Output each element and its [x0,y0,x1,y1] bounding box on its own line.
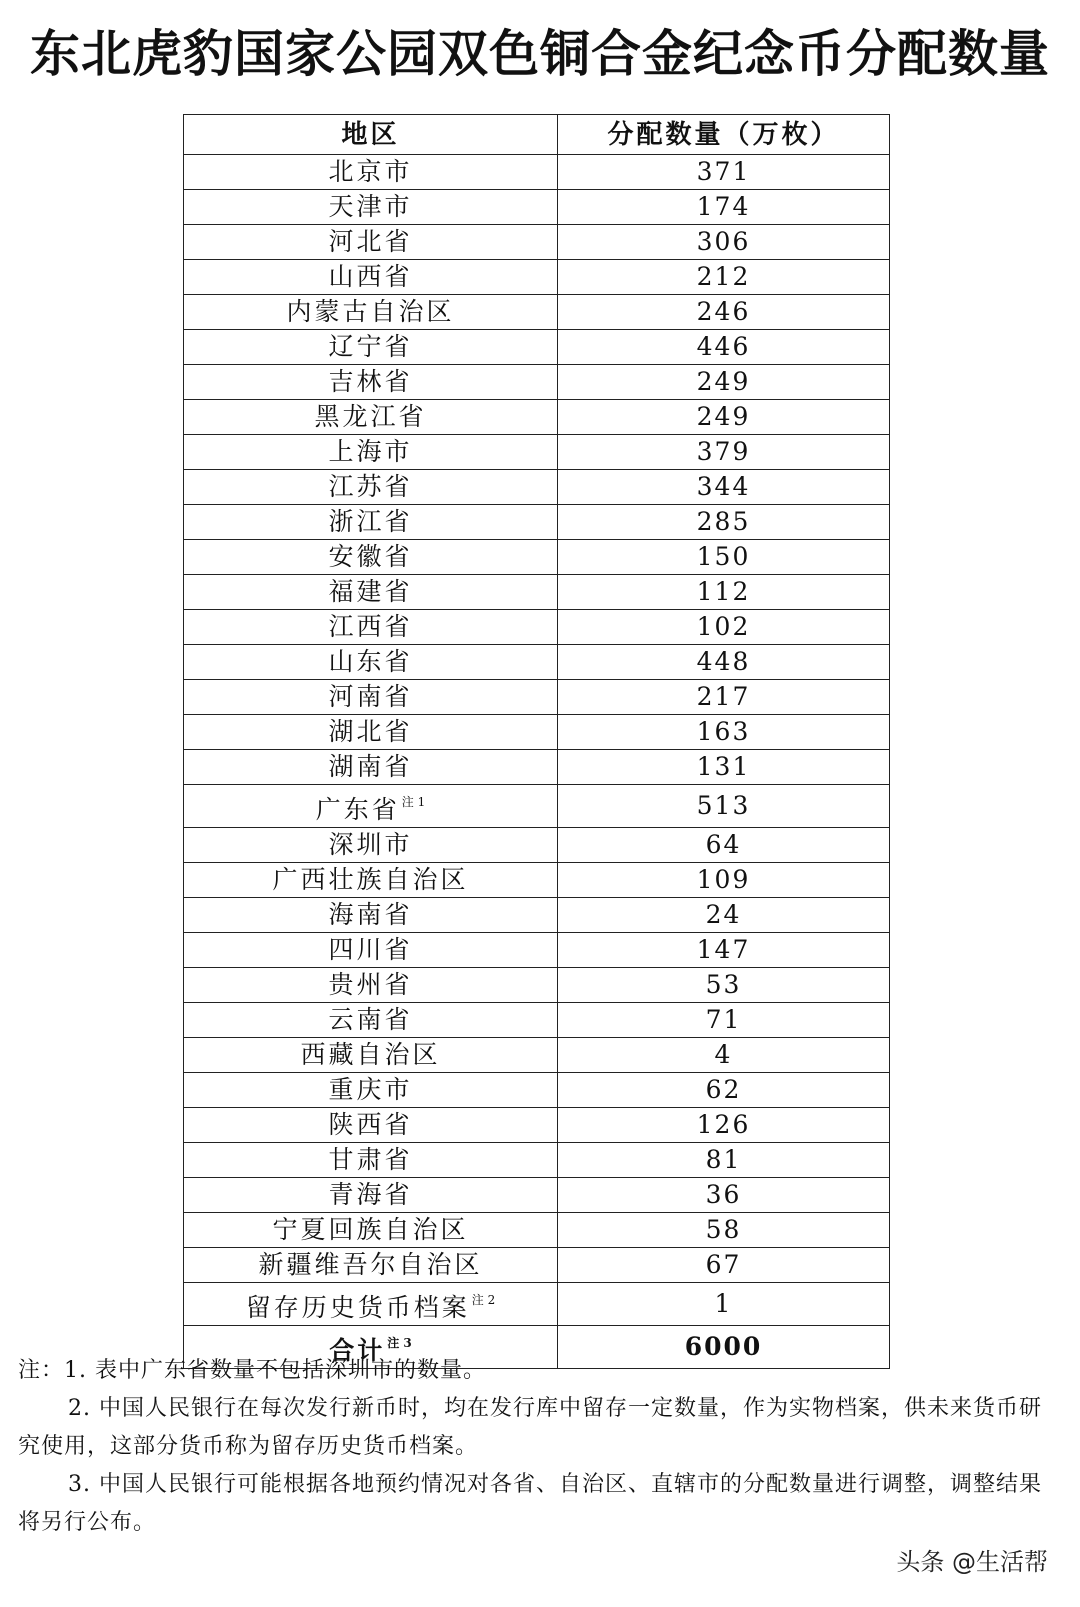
count-cell: 513 [558,785,890,828]
region-cell [184,968,558,1003]
count-cell: 112 [558,575,890,610]
table-row [184,295,890,330]
table-row [184,968,890,1003]
region-cell [184,645,558,680]
column-header-count: 分配数量（万枚） [558,115,890,155]
table-row [184,1038,890,1073]
table-row [184,1248,890,1283]
region-name: 四川省 [328,935,413,964]
table-row [184,680,890,715]
region-name: 河南省 [328,682,413,711]
region-cell [184,365,558,400]
region-name: 山西省 [328,262,413,291]
region-name: 贵州省 [328,970,413,999]
table-row [184,828,890,863]
count-cell: 371 [558,155,890,190]
region-cell [184,1283,558,1326]
region-name: 上海市 [328,437,413,466]
total-count-cell: 6000 [558,1326,890,1369]
count-cell: 4 [558,1038,890,1073]
region-name: 山东省 [328,647,413,676]
region-cell [184,190,558,225]
region-cell [184,898,558,933]
table-row [184,1073,890,1108]
region-cell [184,1003,558,1038]
table-header-row [184,115,890,155]
region-cell [184,1108,558,1143]
allocation-table [183,114,890,1369]
table-row [184,190,890,225]
table-row [184,863,890,898]
region-cell [184,330,558,365]
region-name: 湖北省 [328,717,413,746]
region-cell [184,1073,558,1108]
table-row [184,260,890,295]
region-name: 广东省 [315,795,400,824]
table-row [184,1213,890,1248]
region-cell [184,863,558,898]
count-cell: 150 [558,540,890,575]
count-cell: 306 [558,225,890,260]
region-name: 河北省 [328,227,413,256]
count-cell: 344 [558,470,890,505]
count-cell: 249 [558,365,890,400]
region-name: 留存历史货币档案 [245,1293,470,1322]
region-name: 云南省 [328,1005,413,1034]
region-cell [184,610,558,645]
table-row [184,540,890,575]
region-name: 宁夏回族自治区 [272,1215,469,1244]
region-name: 新疆维吾尔自治区 [258,1250,483,1279]
table-row [184,933,890,968]
region-cell [184,1248,558,1283]
table-row [184,575,890,610]
region-name: 合计 [329,1336,386,1365]
count-cell: 1 [558,1283,890,1326]
region-name: 天津市 [328,192,413,221]
footnote-marker: 注 3 [387,1336,412,1350]
region-name: 浙江省 [328,507,413,536]
count-cell: 64 [558,828,890,863]
table-row [184,1178,890,1213]
region-cell [184,785,558,828]
footnote-marker: 注 2 [471,1293,496,1307]
table-row [184,400,890,435]
region-cell [184,680,558,715]
count-cell: 71 [558,1003,890,1038]
page-title: 东北虎豹国家公园双色铜合金纪念币分配数量 [30,25,1050,83]
region-cell [184,540,558,575]
count-cell: 58 [558,1213,890,1248]
count-cell: 24 [558,898,890,933]
table-row [184,1003,890,1038]
count-cell: 249 [558,400,890,435]
region-cell [184,828,558,863]
count-cell: 246 [558,295,890,330]
region-name: 黑龙江省 [314,402,427,431]
region-name: 甘肃省 [328,1145,413,1174]
region-cell [184,505,558,540]
region-cell [184,575,558,610]
column-header-region: 地区 [184,115,558,155]
table-row [184,435,890,470]
table-row [184,155,890,190]
count-cell: 67 [558,1248,890,1283]
table-body [184,155,890,1369]
count-cell: 131 [558,750,890,785]
count-cell: 102 [558,610,890,645]
table-row [184,785,890,828]
table-row [184,470,890,505]
region-name: 辽宁省 [328,332,413,361]
count-cell: 36 [558,1178,890,1213]
table-row [184,1143,890,1178]
watermark: 头条 @生活帮 [896,1548,1048,1576]
footnote-marker: 注 1 [401,795,426,809]
region-name: 北京市 [328,157,413,186]
region-cell [184,1178,558,1213]
table-row [184,610,890,645]
region-cell [184,750,558,785]
region-cell [184,295,558,330]
count-cell: 212 [558,260,890,295]
count-cell: 147 [558,933,890,968]
count-cell: 285 [558,505,890,540]
count-cell: 126 [558,1108,890,1143]
region-cell [184,155,558,190]
region-cell [184,435,558,470]
region-cell [184,1143,558,1178]
region-name: 福建省 [328,577,413,606]
count-cell: 174 [558,190,890,225]
region-name: 吉林省 [328,367,413,396]
region-cell [184,470,558,505]
region-name: 重庆市 [328,1075,413,1104]
table-row [184,715,890,750]
region-cell [184,933,558,968]
region-cell [184,225,558,260]
region-cell [184,400,558,435]
region-cell [184,715,558,750]
table-row [184,750,890,785]
region-name: 海南省 [328,900,413,929]
count-cell: 81 [558,1143,890,1178]
region-name: 西藏自治区 [300,1040,441,1069]
region-name: 深圳市 [328,830,413,859]
table-row [184,330,890,365]
region-name: 湖南省 [328,752,413,781]
count-cell: 446 [558,330,890,365]
count-cell: 163 [558,715,890,750]
note-2: 2. 中国人民银行在每次发行新币时，均在发行库中留存一定数量，作为实物档案，供未来货币研究使用，这部分货币称为留存历史货币档案。 [18,1396,1042,1459]
table-row [184,898,890,933]
count-cell: 379 [558,435,890,470]
region-name: 江西省 [328,612,413,641]
count-cell: 62 [558,1073,890,1108]
region-name: 安徽省 [328,542,413,571]
count-cell: 53 [558,968,890,1003]
region-cell [184,1213,558,1248]
region-name: 江苏省 [328,472,413,501]
region-name: 内蒙古自治区 [286,297,455,326]
table-row [184,365,890,400]
region-name: 广西壮族自治区 [272,865,469,894]
table-row [184,645,890,680]
table-row [184,505,890,540]
table-row [184,1283,890,1326]
note-1: 注：1. 表中广东省数量不包括深圳市的数量。 [18,1358,486,1383]
region-cell [184,260,558,295]
table-row [184,1108,890,1143]
count-cell: 109 [558,863,890,898]
count-cell: 217 [558,680,890,715]
region-name: 陕西省 [328,1110,413,1139]
table-row [184,225,890,260]
region-name: 青海省 [328,1180,413,1209]
notes-section [18,1352,1063,1542]
region-cell [184,1038,558,1073]
count-cell: 448 [558,645,890,680]
note-3: 3. 中国人民银行可能根据各地预约情况对各省、自治区、直辖市的分配数量进行调整，调整结果将另行公布。 [18,1472,1042,1535]
